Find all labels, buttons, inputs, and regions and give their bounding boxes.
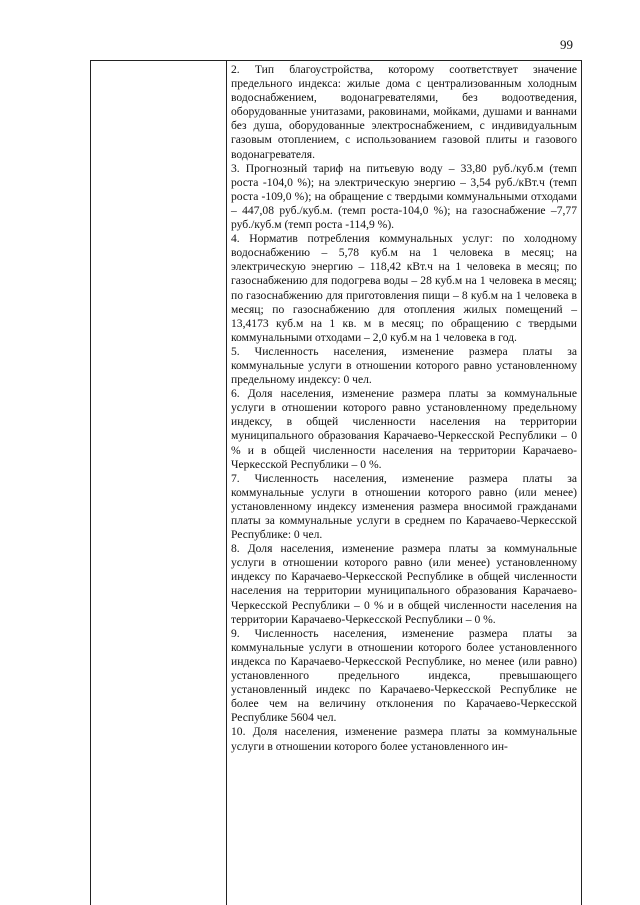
document-table xyxy=(90,60,582,905)
paragraph-5: 5. Численность населения, изменение размера платы за коммунальные услуги в отношении которого равно установленному предельному индексу: 0 чел. xyxy=(231,344,577,387)
paragraph-3: 3. Прогнозный тариф на питьевую воду – 33,80 руб./куб.м (темп роста -104,0 %); на электрическую энергию – 3,54 руб./кВт.ч (темп роста -109,0 %); на обращение с твердыми коммунальными отходами – 447,08 руб./куб.м. (темп роста-104,0 %); на газоснабжение –7,77 руб./куб.м (темп роста -114,9 %). xyxy=(231,161,577,232)
paragraph-2: 2. Тип благоустройства, которому соответствует значение предельного индекса: жилые дома с централизованным холодным водоснабжением, водонагревателями, без водоотведения, оборудованные унитазами, раковинами, мойками, душами и ваннами без душа, оборудованные электроснабжением, с индивидуальным газовым отоплением, с использованием газовой плиты и газового водонагревателя. xyxy=(231,63,577,161)
content-column xyxy=(227,61,581,905)
paragraph-6: 6. Доля населения, изменение размера платы за коммунальные услуги в отношении которого равно установленному предельному индексу, в общей численности населения на территории муниципального образования Карачаево-Черкесской Республики – 0 % и в общей численности населения на территории Карачаево-Черкесской Республики – 0 %. xyxy=(231,387,577,471)
paragraph-7: 7. Численность населения, изменение размера платы за коммунальные услуги в отношении которого равно (или менее) установленному индексу изменения размера вносимой гражданами платы за коммунальные услуги в среднем по Карачаево-Черкесской Республике: 0 чел. xyxy=(231,471,577,542)
paragraph-8: 8. Доля населения, изменение размера платы за коммунальные услуги в отношении которого равно (или менее) установленному индексу по Карачаево-Черкесской Республике в общей численности населения на территории муниципального образования Карачаево-Черкесской Республики – 0 % и в общей численности населения на территории Карачаево-Черкесской Республики – 0 %. xyxy=(231,542,577,626)
paragraph-10: 10. Доля населения, изменение размера платы за коммунальные услуги в отношении которого более установленного ин- xyxy=(231,725,577,753)
paragraph-4: 4. Норматив потребления коммунальных услуг: по холодному водоснабжению – 5,78 куб.м на 1 человека в месяц; на электрическую энергию – 118,42 кВт.ч на 1 человека в месяц; по газоснабжению для подогрева воды – 28 куб.м на 1 человека в месяц; по газоснабжению для приготовления пищи – 8 куб.м на 1 человека в месяц; по газоснабжению для отопления жилых помещений – 13,4173 куб.м на 1 кв. м в месяц; по обращению с твердыми коммунальными отходами – 2,0 куб.м на 1 человека в год. xyxy=(231,232,577,344)
paragraph-9: 9. Численность населения, изменение размера платы за коммунальные услуги в отношении которого более установленного индекса по Карачаево-Черкесской Республике, но менее (или равно) установленного предельного индекса, превышающего установленный индекс по Карачаево-Черкесской Республике не более чем на величину отклонения по Карачаево-Черкесской Республике 5604 чел. xyxy=(231,626,577,725)
empty-left-column xyxy=(91,61,227,905)
page-number: 99 xyxy=(560,37,573,52)
